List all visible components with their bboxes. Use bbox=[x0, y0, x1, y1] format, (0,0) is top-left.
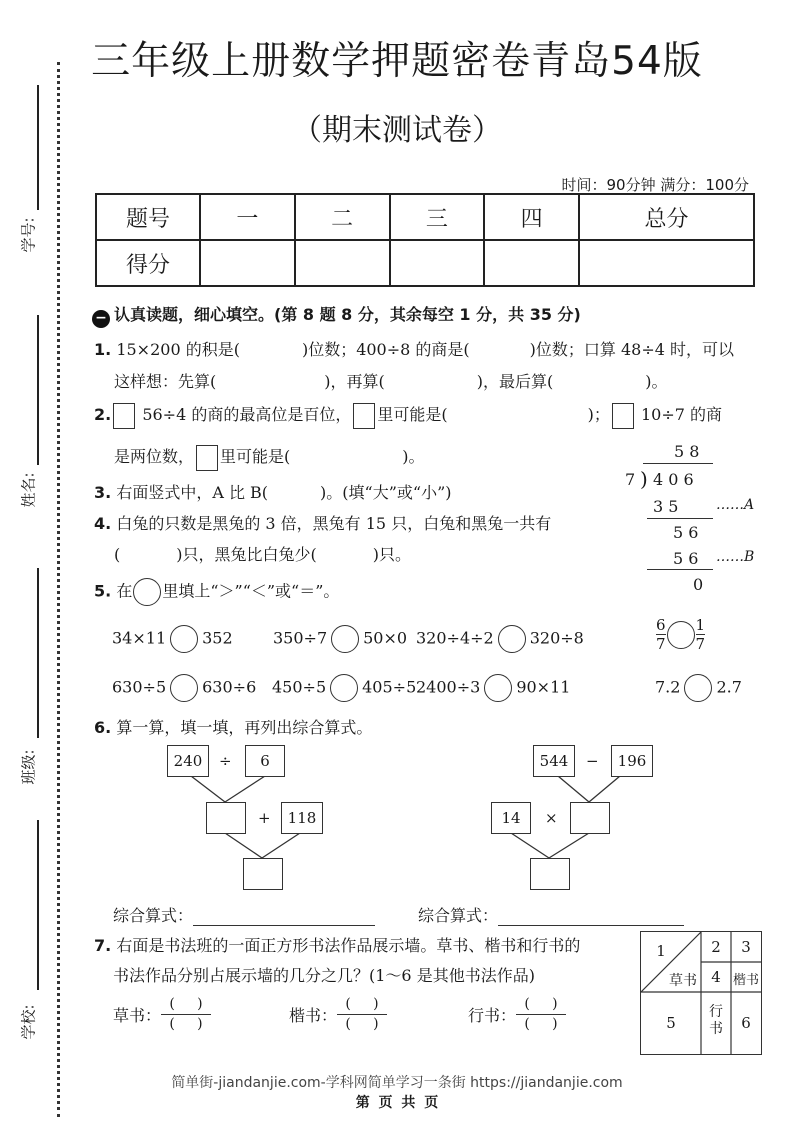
answer-kaishu bbox=[289, 996, 387, 1033]
question-number: 2. bbox=[94, 405, 112, 424]
value-box-240: 240 bbox=[167, 745, 209, 777]
q5-text: 在 bbox=[116, 581, 133, 601]
wall-cell-4: 4 bbox=[711, 968, 721, 986]
q2-text: )。 bbox=[402, 447, 425, 466]
answer-caoshu bbox=[113, 996, 211, 1033]
formula-label: 综合算式： bbox=[418, 906, 499, 925]
minus-sign: − bbox=[586, 752, 599, 770]
value-box-14: 14 bbox=[491, 802, 531, 834]
question-number: 1. bbox=[94, 340, 112, 359]
q1-text: )位数；口算 48÷4 时，可以 bbox=[529, 340, 735, 359]
compare-left: 2400÷3 bbox=[416, 677, 481, 697]
formula-input[interactable] bbox=[193, 925, 375, 926]
q1-text: 15×200 的积是( bbox=[116, 340, 240, 359]
q6-text: 算一算，填一填，再列出综合算式。 bbox=[116, 718, 373, 737]
step-2-remainder: 5 6 bbox=[673, 523, 699, 542]
multiply-sign: × bbox=[545, 809, 558, 827]
question-number: 6. bbox=[94, 718, 112, 737]
wall-cell-kaishu: 楷书 bbox=[732, 973, 759, 988]
wall-cell-caoshu: 草书 bbox=[669, 973, 697, 989]
q4-text: 白兔的只数是黑兔的 3 倍，黑兔有 15 只，白兔和黑兔一共有 bbox=[116, 514, 552, 533]
plus-sign: + bbox=[258, 809, 271, 827]
dividend: 4 0 6 bbox=[653, 470, 694, 489]
final-remainder: 0 bbox=[693, 575, 704, 594]
q2-text: 56÷4 的商的最高位是百位， bbox=[142, 405, 352, 424]
fraction-answer[interactable]: ( ) ( ) bbox=[516, 996, 566, 1033]
page-title: 三年级上册数学押题密卷青岛54版 bbox=[91, 39, 703, 84]
divisor: 7 bbox=[625, 470, 636, 489]
school-label: 学校: bbox=[19, 1004, 38, 1040]
value-box-6: 6 bbox=[245, 745, 285, 777]
cell-question-number: 题号 bbox=[96, 194, 200, 240]
q3-text: )。(填“大”或“小”) bbox=[320, 483, 452, 502]
wall-cell-3: 3 bbox=[741, 938, 751, 956]
quotient: 5 8 bbox=[674, 442, 700, 461]
answer-box[interactable] bbox=[243, 858, 283, 890]
question-7-line-1 bbox=[94, 933, 580, 956]
compare-left: 350÷7 bbox=[273, 628, 328, 648]
q4-text: )只。 bbox=[372, 545, 411, 564]
answer-box[interactable] bbox=[206, 802, 246, 834]
answer-xingshu bbox=[468, 996, 566, 1033]
compare-right: 630÷6 bbox=[202, 677, 257, 697]
q1-text: )，最后算( bbox=[476, 372, 554, 391]
page-number: 第 页 共 页 bbox=[355, 1095, 439, 1111]
question-number: 4. bbox=[94, 514, 112, 533]
compare-right: 320÷8 bbox=[529, 628, 584, 648]
answer-box[interactable] bbox=[530, 858, 570, 890]
cell-score-label: 得分 bbox=[96, 240, 200, 286]
section-number-badge: − bbox=[92, 310, 110, 328]
q2-text: )； bbox=[587, 405, 610, 424]
compare-left: 34×11 bbox=[112, 628, 167, 648]
cell-section-1: 一 bbox=[200, 194, 295, 240]
cell-section-2: 二 bbox=[295, 194, 390, 240]
q2-text: 10÷7 的商 bbox=[640, 405, 722, 424]
watermark-text: 简单街-jiandanjie.com-学科网简单学习一条街 https://jiandanjie.com bbox=[171, 1075, 623, 1091]
wall-cell-2: 2 bbox=[711, 938, 721, 956]
label-b: ……B bbox=[716, 549, 755, 565]
time-info: 时间：90分钟 满分：100分 bbox=[561, 176, 749, 194]
fraction-answer[interactable]: ( ) ( ) bbox=[161, 996, 211, 1033]
class-label: 班级: bbox=[19, 749, 38, 785]
formula-input[interactable] bbox=[498, 925, 684, 926]
section-heading-text: 认真读题，细心填空。(第 8 题 8 分，其余每空 1 分，共 35 分) bbox=[114, 305, 581, 324]
division-bracket: ) bbox=[640, 467, 648, 491]
cell-total: 总分 bbox=[579, 194, 754, 240]
fraction-answer[interactable]: ( ) ( ) bbox=[337, 996, 387, 1033]
q1-text: )位数；400÷8 的商是( bbox=[301, 340, 470, 359]
calligraphy-wall-diagram bbox=[640, 931, 762, 1055]
step-1-product: 3 5 bbox=[653, 497, 679, 516]
q2-text: 里可能是( bbox=[377, 405, 448, 424]
wall-cell-6: 6 bbox=[741, 1014, 751, 1032]
divide-sign: ÷ bbox=[219, 752, 232, 770]
value-box-196: 196 bbox=[611, 745, 653, 777]
q2-text: 里可能是( bbox=[220, 447, 291, 466]
q1-text: 这样想：先算( bbox=[114, 372, 217, 391]
value-box-118: 118 bbox=[281, 802, 323, 834]
cell-section-3: 三 bbox=[390, 194, 485, 240]
step-3-product: 5 6 bbox=[673, 549, 699, 568]
answer-label: 楷书： bbox=[289, 1006, 338, 1025]
compare-left: 320÷4÷2 bbox=[416, 628, 494, 648]
formula-label: 综合算式： bbox=[113, 906, 194, 925]
q4-text: ( bbox=[114, 545, 121, 564]
compare-right: 405÷5 bbox=[362, 677, 417, 697]
cell-section-4: 四 bbox=[484, 194, 579, 240]
wall-cell-5: 5 bbox=[666, 1014, 676, 1032]
formula-left bbox=[113, 903, 375, 926]
q3-text: 右面竖式中，A 比 B( bbox=[116, 483, 269, 502]
compare-left: 630÷5 bbox=[112, 677, 167, 697]
compare-right: 352 bbox=[202, 628, 233, 648]
value-box-544: 544 bbox=[533, 745, 575, 777]
question-number: 7. bbox=[94, 936, 112, 955]
q4-text: )只，黑兔比白兔少( bbox=[176, 545, 317, 564]
q5-text: 里填上“＞”“＜”或“＝”。 bbox=[162, 581, 340, 601]
answer-label: 行书： bbox=[468, 1006, 517, 1025]
wall-cell-1: 1 bbox=[656, 942, 666, 960]
formula-right bbox=[418, 903, 684, 926]
compare-right: 2.7 bbox=[716, 677, 742, 697]
student-id-label: 学号: bbox=[19, 217, 38, 253]
fraction-right: $\frac{1}{7}$ bbox=[695, 616, 706, 653]
q7-text: 书法作品分别占展示墙的几分之几？(1～6 是其他书法作品) bbox=[113, 966, 535, 985]
q2-text: 是两位数， bbox=[114, 447, 195, 466]
question-number: 5. bbox=[94, 581, 112, 601]
answer-label: 草书： bbox=[113, 1006, 162, 1025]
compare-right: 50×0 bbox=[363, 628, 408, 648]
fraction-left: $\frac{6}{7}$ bbox=[656, 616, 666, 653]
answer-box[interactable] bbox=[570, 802, 610, 834]
q1-text: )，再算( bbox=[324, 372, 385, 391]
question-7-line-2 bbox=[113, 963, 535, 986]
q7-text: 右面是书法班的一面正方形书法作品展示墙。草书、楷书和行书的 bbox=[116, 936, 581, 955]
wall-cell-xingshu: 行 书 bbox=[709, 1004, 723, 1037]
compare-left: 450÷5 bbox=[272, 677, 327, 697]
q1-text: )。 bbox=[645, 372, 668, 391]
page-subtitle: （期末测试卷） bbox=[292, 113, 502, 148]
compare-left: 7.2 bbox=[655, 677, 681, 697]
name-label: 姓名: bbox=[19, 472, 38, 508]
compare-right: 90×11 bbox=[516, 677, 571, 697]
question-number: 3. bbox=[94, 483, 112, 502]
label-a: ……A bbox=[716, 497, 755, 513]
